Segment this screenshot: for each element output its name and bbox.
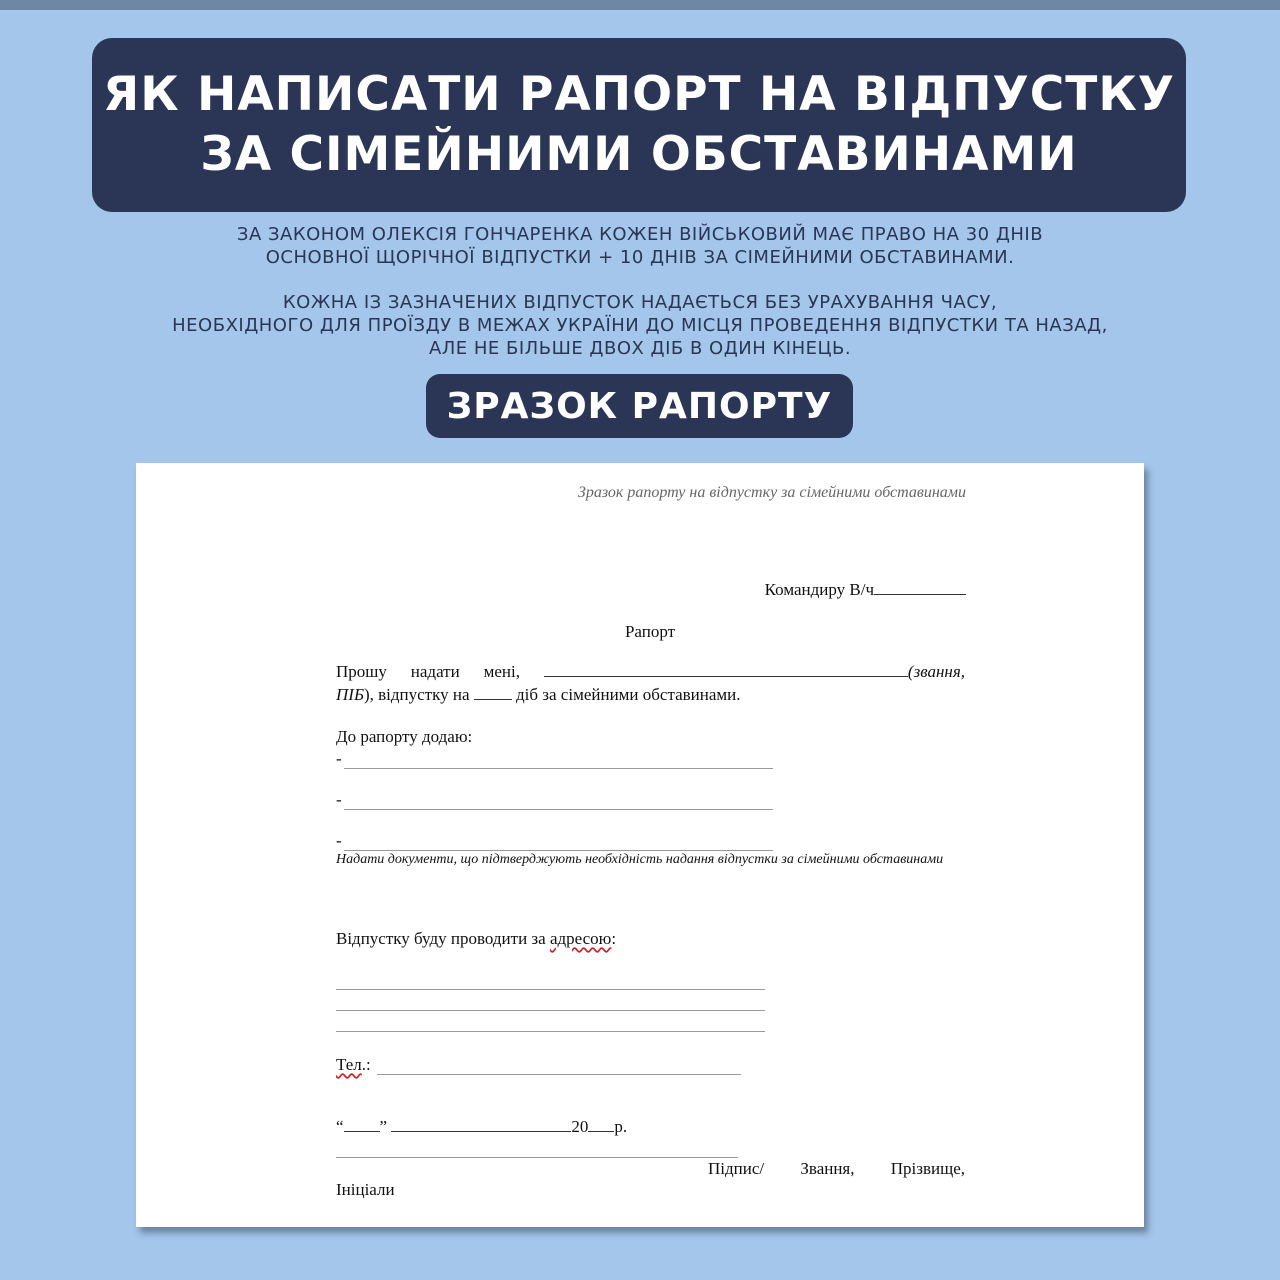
unit-number-blank[interactable] [874, 581, 966, 595]
attachment-note: Надати документи, що підтверджують необхідність надання відпустки за сімейними обставинами [336, 852, 944, 867]
rank-name-blank[interactable] [544, 663, 908, 677]
report-document [136, 463, 1144, 1227]
date-suffix: р. [614, 1117, 628, 1136]
attachment-dash: - [336, 749, 342, 768]
sample-badge: ЗРАЗОК РАПОРТУ [426, 374, 853, 438]
date-year-prefix: 20 [571, 1117, 589, 1136]
document-title: Рапорт [624, 622, 676, 641]
address-blank-3[interactable] [336, 1031, 765, 1032]
date-row [336, 1117, 627, 1137]
year-blank[interactable] [588, 1118, 614, 1132]
days-blank[interactable] [474, 686, 512, 700]
address-label-a: Відпустку буду проводити за [336, 929, 550, 948]
address-blank-2[interactable] [336, 1010, 765, 1011]
phone-label-colon: .: [361, 1055, 371, 1074]
intro-p2-line3: АЛЕ НЕ БІЛЬШЕ ДВОХ ДІБ В ОДИН КІНЕЦЬ. [428, 338, 852, 359]
addressee [765, 580, 966, 600]
date-quote-open: “ [336, 1117, 344, 1136]
intro-paragraph-2 [90, 291, 1190, 360]
request-word-2: надати [410, 662, 460, 681]
top-strip [0, 0, 1280, 10]
request-hint-2: ПІБ [336, 685, 364, 704]
attachment-dash: - [336, 831, 342, 850]
attachments-label: До рапорту додаю: [336, 727, 473, 746]
surname-label: Прізвище, [890, 1159, 965, 1178]
intro-p1-line1: ЗА ЗАКОНОМ ОЛЕКСІЯ ГОНЧАРЕНКА КОЖЕН ВІЙСЬКОВИЙ МАЄ ПРАВО НА 30 ДНІВ [236, 224, 1044, 245]
title-banner [92, 38, 1186, 212]
attachment-row-1 [336, 749, 773, 769]
address-label-colon: : [611, 929, 617, 948]
intro-p2-line2: НЕОБХІДНОГО ДЛЯ ПРОЇЗДУ В МЕЖАХ УКРАЇНИ ДО МІСЦЯ ПРОВЕДЕННЯ ВІДПУСТКИ ТА НАЗАД, [172, 315, 1108, 336]
title-line-2: ЗА СІМЕЙНИМИ ОБСТАВИНАМИ [200, 127, 1078, 182]
initials-label: Ініціали [336, 1180, 395, 1199]
document-header: Зразок рапорту на відпустку за сімейними обставинами [577, 484, 966, 501]
addressee-label: Командиру В/ч [764, 580, 874, 599]
request-text-a: ), відпустку на [363, 685, 470, 704]
address-label [336, 929, 616, 949]
phone-blank[interactable] [377, 1061, 741, 1075]
title-line-1: ЯК НАПИСАТИ РАПОРТ НА ВІДПУСТКУ [103, 67, 1175, 122]
intro-p1-line2: ОСНОВНОЇ ЩОРІЧНОЇ ВІДПУСТКИ + 10 ДНІВ ЗА СІМЕЙНИМИ ОБСТАВИНАМИ. [265, 247, 1015, 268]
attachment-row-2 [336, 790, 773, 810]
request-word-3: мені, [483, 662, 520, 681]
rank-label: Звання, [800, 1159, 855, 1178]
attachment-blank-3[interactable] [344, 837, 773, 851]
intro-paragraph-1 [90, 223, 1190, 269]
request-line-2 [336, 685, 741, 705]
attachment-row-3 [336, 831, 773, 851]
signature-blank[interactable] [336, 1157, 738, 1158]
request-text-b: діб за сімейними обставинами. [516, 685, 741, 704]
intro-p2-line1: КОЖНА ІЗ ЗАЗНАЧЕНИХ ВІДПУСТОК НАДАЄТЬСЯ БЕЗ УРАХУВАННЯ ЧАСУ, [282, 292, 998, 313]
attachment-blank-2[interactable] [344, 796, 773, 810]
phone-row [336, 1055, 741, 1075]
signature-label: Підпис/ [708, 1159, 765, 1178]
day-blank[interactable] [344, 1118, 380, 1132]
request-word-1: Прошу [336, 662, 387, 681]
address-blank-1[interactable] [336, 989, 765, 990]
signature-labels [708, 1159, 965, 1179]
request-hint-1: (звання, [907, 662, 965, 681]
address-label-word: адресою [549, 929, 612, 948]
month-blank[interactable] [391, 1118, 571, 1132]
phone-label: Тел [336, 1055, 362, 1074]
request-line-1 [336, 662, 965, 682]
attachment-blank-1[interactable] [344, 755, 773, 769]
attachment-dash: - [336, 790, 342, 809]
date-quote-close: ” [379, 1117, 388, 1136]
